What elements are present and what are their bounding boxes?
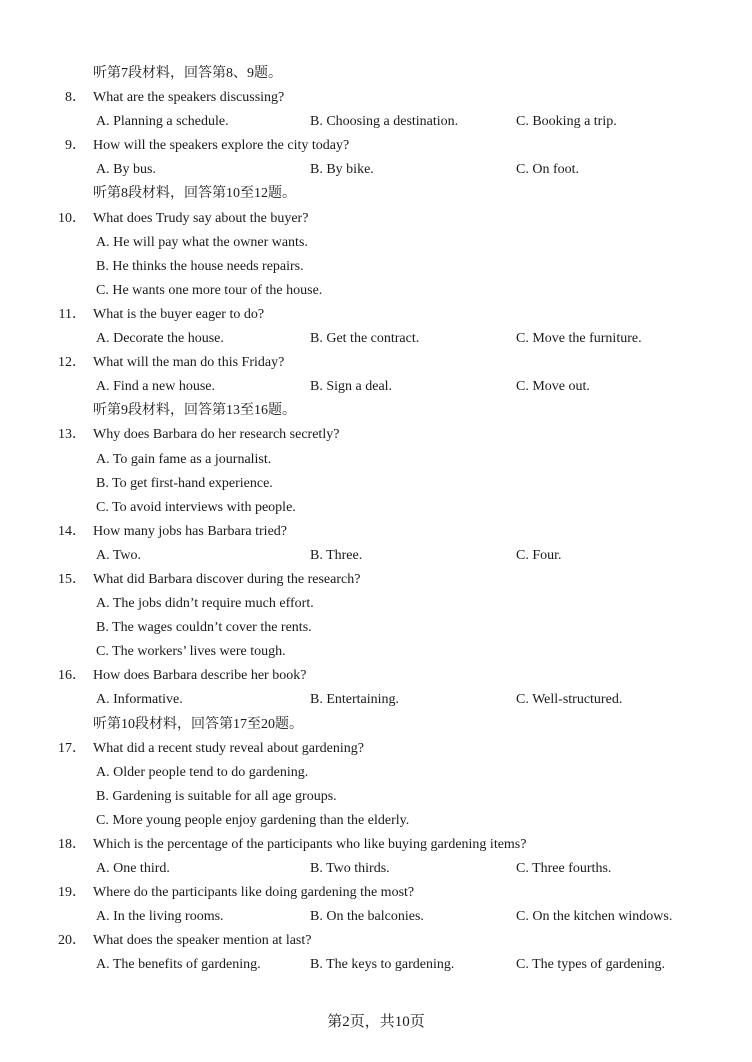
question-text: What did Barbara discover during the research? xyxy=(93,571,361,587)
option-b: B. To get first-hand experience. xyxy=(96,475,273,491)
option-c: C. The types of gardening. xyxy=(516,957,666,973)
question-number: 18． xyxy=(58,837,86,852)
option-b: B. Three. xyxy=(310,547,363,563)
option-b: B. Entertaining. xyxy=(310,692,400,708)
option-c: C. On foot. xyxy=(516,162,579,178)
question-stem xyxy=(0,833,752,857)
option-c: C. More young people enjoy gardening than the elderly. xyxy=(96,812,410,828)
question-stem xyxy=(0,134,752,158)
question-number: 13． xyxy=(58,427,86,443)
question-number: 20． xyxy=(58,933,86,949)
options-row xyxy=(0,158,752,182)
option-c: C. Four. xyxy=(516,547,562,563)
question-text: How does Barbara describe her book? xyxy=(93,668,307,684)
question-stem xyxy=(0,207,752,231)
option-b: B. He thinks the house needs repairs. xyxy=(96,258,304,274)
option-b: B. Two thirds. xyxy=(310,861,390,877)
option-a: A. The benefits of gardening. xyxy=(96,957,261,973)
option-c: C. He wants one more tour of the house. xyxy=(96,282,323,298)
option-b: B. Sign a deal. xyxy=(310,379,393,395)
question-text: What will the man do this Friday? xyxy=(93,355,285,371)
options-row xyxy=(0,688,752,712)
option-c: C. On the kitchen windows. xyxy=(516,909,673,925)
option-a: A. In the living rooms. xyxy=(96,909,224,925)
option-a: A. He will pay what the owner wants. xyxy=(96,234,308,250)
option-a: A. Decorate the house. xyxy=(96,331,224,347)
option-c: C. The workers’ lives were tough. xyxy=(96,644,286,660)
question-number: 8． xyxy=(65,90,86,106)
question-stem xyxy=(0,881,752,905)
option-a: A. One third. xyxy=(96,861,170,877)
option-a: A. Planning a schedule. xyxy=(96,114,229,130)
question-number: 10． xyxy=(58,210,86,226)
option-b: B. Gardening is suitable for all age groups. xyxy=(96,788,337,804)
question-stem xyxy=(0,351,752,375)
option-a: A. To gain fame as a journalist. xyxy=(96,451,272,467)
question-text: Why does Barbara do her research secretly? xyxy=(93,427,340,443)
question-stem xyxy=(0,303,752,327)
question-number: 11． xyxy=(58,306,86,322)
option-a: A. By bus. xyxy=(96,162,156,178)
options-row xyxy=(0,544,752,568)
option-b: B. By bike. xyxy=(310,162,374,178)
question-stem xyxy=(0,423,752,447)
option-c: C. Move the furniture. xyxy=(516,331,642,347)
options-row xyxy=(0,953,752,977)
option-b: B. Get the contract. xyxy=(310,331,420,347)
question-number: 19． xyxy=(58,885,86,901)
option-c: C. Three fourths. xyxy=(516,861,612,877)
option-b: B. On the balconies. xyxy=(310,909,424,925)
option-a: A. Informative. xyxy=(96,692,183,708)
question-text: Where do the participants like doing gardening the most? xyxy=(93,885,415,901)
section-header: 听第9段材料，回答第13至16题。 xyxy=(93,403,296,419)
options-row xyxy=(0,905,752,929)
question-number: 12． xyxy=(58,355,86,371)
question-number: 17． xyxy=(58,740,86,756)
options-row xyxy=(0,375,752,399)
question-text: What are the speakers discussing? xyxy=(93,90,285,106)
options-row xyxy=(0,110,752,134)
question-stem xyxy=(0,737,752,761)
question-stem xyxy=(0,520,752,544)
question-number: 9． xyxy=(65,138,86,154)
option-a: A. Older people tend to do gardening. xyxy=(96,764,309,780)
option-c: C. Well-structured. xyxy=(516,692,623,708)
option-c: C. Move out. xyxy=(516,379,590,395)
question-stem xyxy=(0,568,752,592)
option-a: A. The jobs didn’t require much effort. xyxy=(96,596,314,612)
question-text: How will the speakers explore the city today? xyxy=(93,138,350,154)
option-b: B. The keys to gardening. xyxy=(310,957,455,973)
section-header: 听第10段材料，回答第17至20题。 xyxy=(93,716,303,732)
question-stem xyxy=(0,86,752,110)
question-text: What did a recent study reveal about gardening? xyxy=(93,740,364,756)
section-header: 听第8段材料，回答第10至12题。 xyxy=(93,186,296,202)
question-number: 16． xyxy=(58,668,86,684)
question-text: How many jobs has Barbara tried? xyxy=(93,523,287,539)
exam-page xyxy=(0,62,752,978)
question-stem xyxy=(0,929,752,953)
option-a: A. Two. xyxy=(96,547,142,563)
page-footer: 第2页，共10页 xyxy=(327,1014,425,1030)
option-b: B. The wages couldn’t cover the rents. xyxy=(96,620,312,636)
question-text: What does Trudy say about the buyer? xyxy=(93,210,309,226)
question-text: What is the buyer eager to do? xyxy=(93,306,265,322)
question-number: 15． xyxy=(58,571,86,587)
options-row xyxy=(0,327,752,351)
option-a: A. Find a new house. xyxy=(96,379,215,395)
options-row xyxy=(0,857,752,881)
option-b: B. Choosing a destination. xyxy=(310,114,459,130)
question-text: Which is the percentage of the participants who like buying gardening items? xyxy=(93,837,527,852)
question-text: What does the speaker mention at last? xyxy=(93,933,312,949)
option-c: C. Booking a trip. xyxy=(516,114,617,130)
option-c: C. To avoid interviews with people. xyxy=(96,499,296,515)
question-number: 14． xyxy=(58,523,86,539)
section-header: 听第7段材料，回答第8、9题。 xyxy=(93,66,282,81)
question-stem xyxy=(0,664,752,688)
